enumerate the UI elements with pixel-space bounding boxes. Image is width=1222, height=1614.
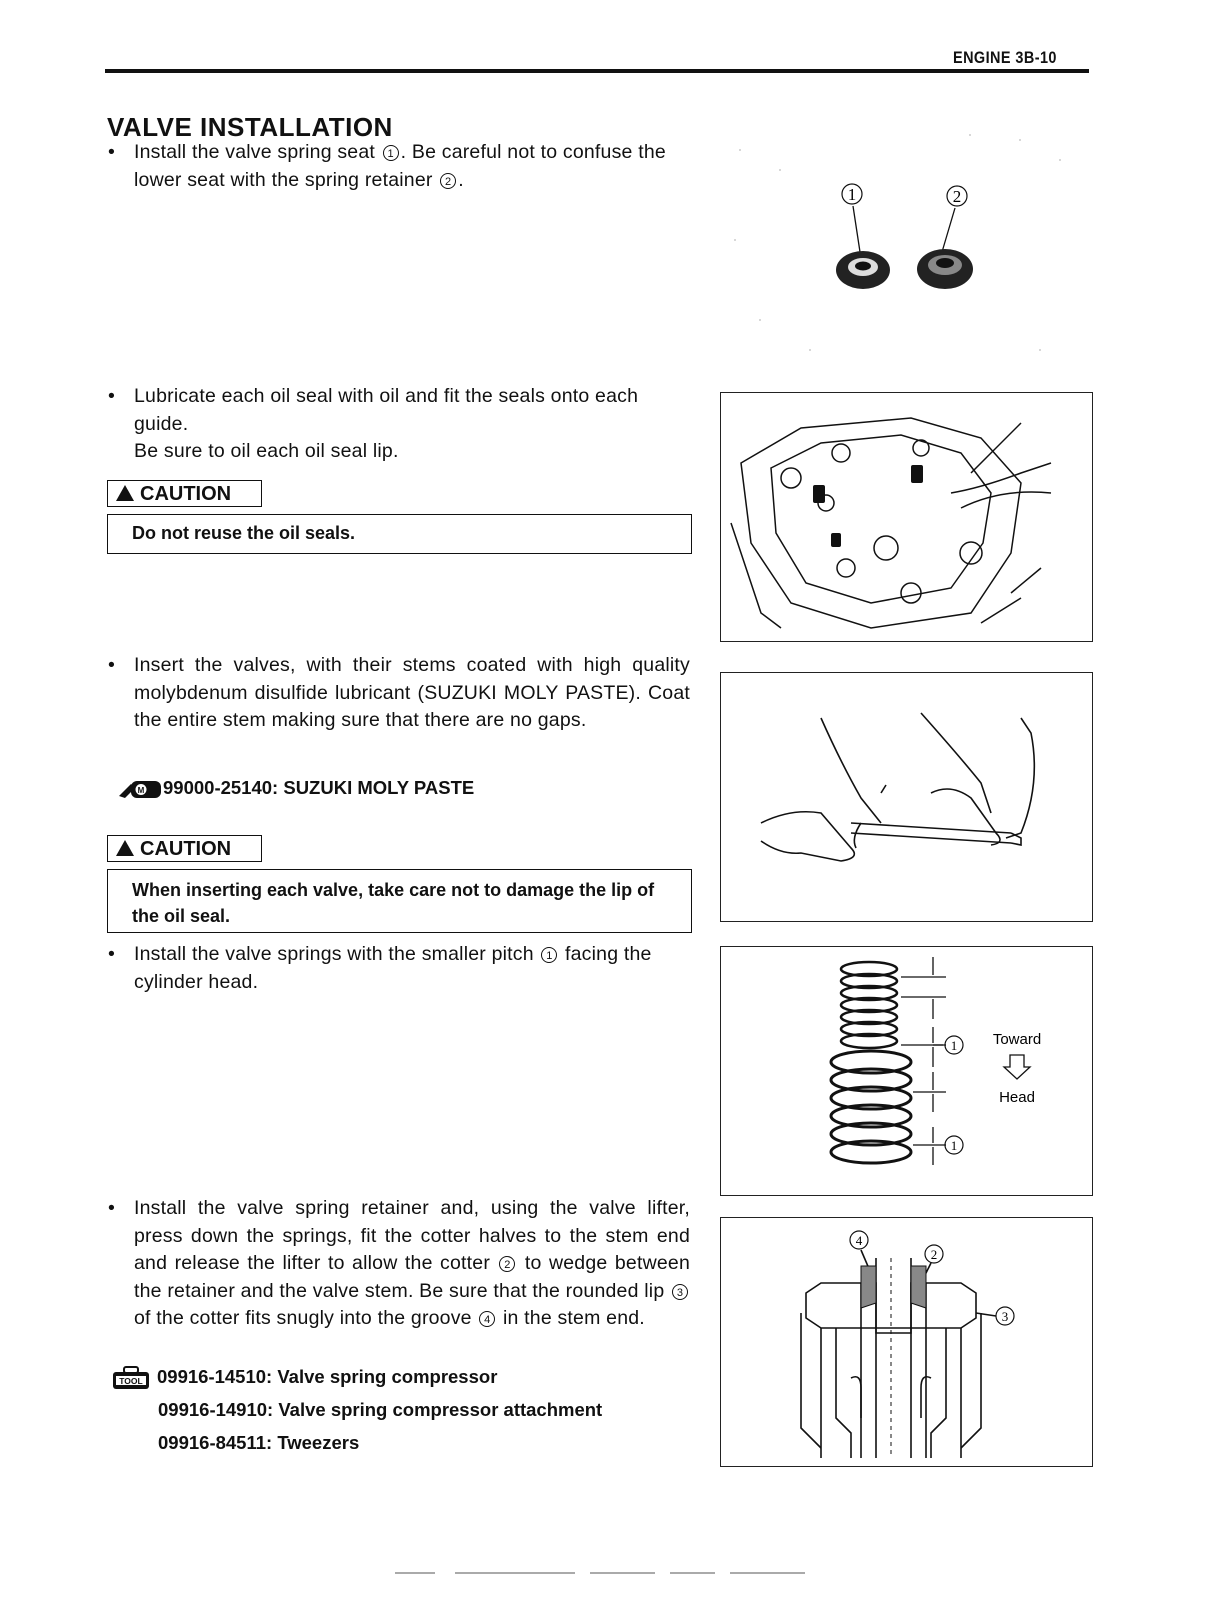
figure-valve-springs xyxy=(720,946,1093,1196)
bullet: • xyxy=(108,141,116,163)
step-5-text-d: in the stem end. xyxy=(497,1307,645,1329)
valve-insert-drawing xyxy=(721,673,1091,920)
step-2-text-2: Be sure to oil each oil seal lip. xyxy=(134,440,399,462)
step-2-text: Lubricate each oil seal with oil and fit the seals onto each guide. xyxy=(134,385,639,435)
svg-text:M: M xyxy=(137,786,145,796)
bullet: • xyxy=(108,385,116,407)
step-4-text-b: facing the cylinder head. xyxy=(134,943,652,993)
warning-icon xyxy=(116,485,134,501)
step-5-text-b: to wedge between the retainer and the valve stem. Be sure that the rounded lip xyxy=(134,1252,690,1302)
tool-list xyxy=(112,1360,602,1459)
fig5-callout-4: 4 xyxy=(855,1233,863,1248)
fig5-callout-3: 3 xyxy=(1001,1309,1009,1324)
down-arrow-icon xyxy=(1004,1055,1030,1079)
bullet: • xyxy=(108,943,116,965)
figure-cotter-section xyxy=(720,1217,1093,1467)
tool-1: 09916-14510: Valve spring compressor xyxy=(157,1366,498,1387)
step-1 xyxy=(108,139,678,194)
fig5-callout-2: 2 xyxy=(930,1247,938,1262)
figure-oil-seals xyxy=(720,392,1093,642)
step-3-text: Insert the valves, with their stems coated with high quality molybdenum disulfide lubricant (SUZUKI MOLY PASTE). Coat the entire stem making sure that there are no gaps. xyxy=(134,654,690,731)
tool-icon-label: TOOL xyxy=(119,1376,143,1387)
step-5-text-c: of the cotter fits snugly into the groove xyxy=(134,1307,478,1329)
leader-line xyxy=(853,206,860,252)
speckle-texture xyxy=(734,134,1061,351)
lower-seat xyxy=(836,251,890,289)
section-title: VALVE INSTALLATION xyxy=(107,112,393,142)
fig1-callout-1: 1 xyxy=(847,185,857,204)
tool-3: 09916-84511: Tweezers xyxy=(158,1432,360,1453)
bullet: • xyxy=(108,1197,116,1219)
tool-item xyxy=(158,1426,602,1459)
caution-box-1: Do not reuse the oil seals. xyxy=(107,514,692,554)
callout-1: 1 xyxy=(383,145,399,161)
step-4-text-a: Install the valve springs with the smaller pitch xyxy=(134,943,540,965)
cotter-section-drawing xyxy=(721,1218,1091,1465)
step-5-text-a: Install the valve spring retainer and, using the valve lifter, press down the springs, fit the cotter halves to the stem end and release the lifter to allow the cotter xyxy=(134,1197,690,1274)
caution-1-label-text: CAUTION xyxy=(140,483,232,505)
springs-drawing xyxy=(721,947,1091,1194)
tool-item xyxy=(112,1360,602,1393)
step-1-text-c: . xyxy=(458,168,464,191)
step-1-text-b: . Be careful not to confuse the lower seat with the spring retainer xyxy=(134,141,666,191)
step-3 xyxy=(108,652,690,735)
toolbox-icon xyxy=(112,1366,150,1390)
callout-2: 2 xyxy=(499,1256,515,1272)
toward-label: Toward xyxy=(992,1031,1042,1048)
callout-3: 3 xyxy=(672,1284,688,1300)
step-4 xyxy=(108,941,690,996)
spring-retainer xyxy=(917,249,973,289)
warning-icon xyxy=(116,840,134,856)
fig4-callout-1a: 1 xyxy=(950,1038,958,1053)
figure-insert-valve xyxy=(720,672,1093,922)
leader-line xyxy=(942,208,955,252)
caution-2-label-text: CAUTION xyxy=(140,838,232,860)
head-label: Head xyxy=(999,1089,1035,1106)
bullet: • xyxy=(108,654,116,676)
cylinder-head-drawing xyxy=(721,393,1091,640)
grease-icon xyxy=(117,778,163,800)
tool-2: 09916-14910: Valve spring compressor attachment xyxy=(158,1399,603,1420)
caution-box-2: When inserting each valve, take care not to damage the lip of the oil seal. xyxy=(107,869,692,933)
tool-item xyxy=(158,1393,602,1426)
figure-spring-seats xyxy=(720,120,1090,365)
page-header: ENGINE 3B-10 xyxy=(953,48,1057,67)
step-1-text-a: Install the valve spring seat xyxy=(134,141,381,163)
callout-2: 2 xyxy=(440,173,456,189)
caution-label-2 xyxy=(107,835,262,862)
footer-dashes xyxy=(395,1570,825,1576)
fig4-callout-1b: 1 xyxy=(950,1138,958,1153)
lubricant-line xyxy=(117,777,474,800)
lubricant-code: 99000-25140: SUZUKI MOLY PASTE xyxy=(163,777,475,798)
caution-label-1 xyxy=(107,480,262,507)
header-rule xyxy=(105,69,1089,73)
callout-1: 1 xyxy=(541,947,557,963)
callout-4: 4 xyxy=(479,1311,495,1327)
fig1-callout-2: 2 xyxy=(952,187,962,206)
step-5 xyxy=(108,1195,690,1333)
step-2 xyxy=(108,383,690,466)
